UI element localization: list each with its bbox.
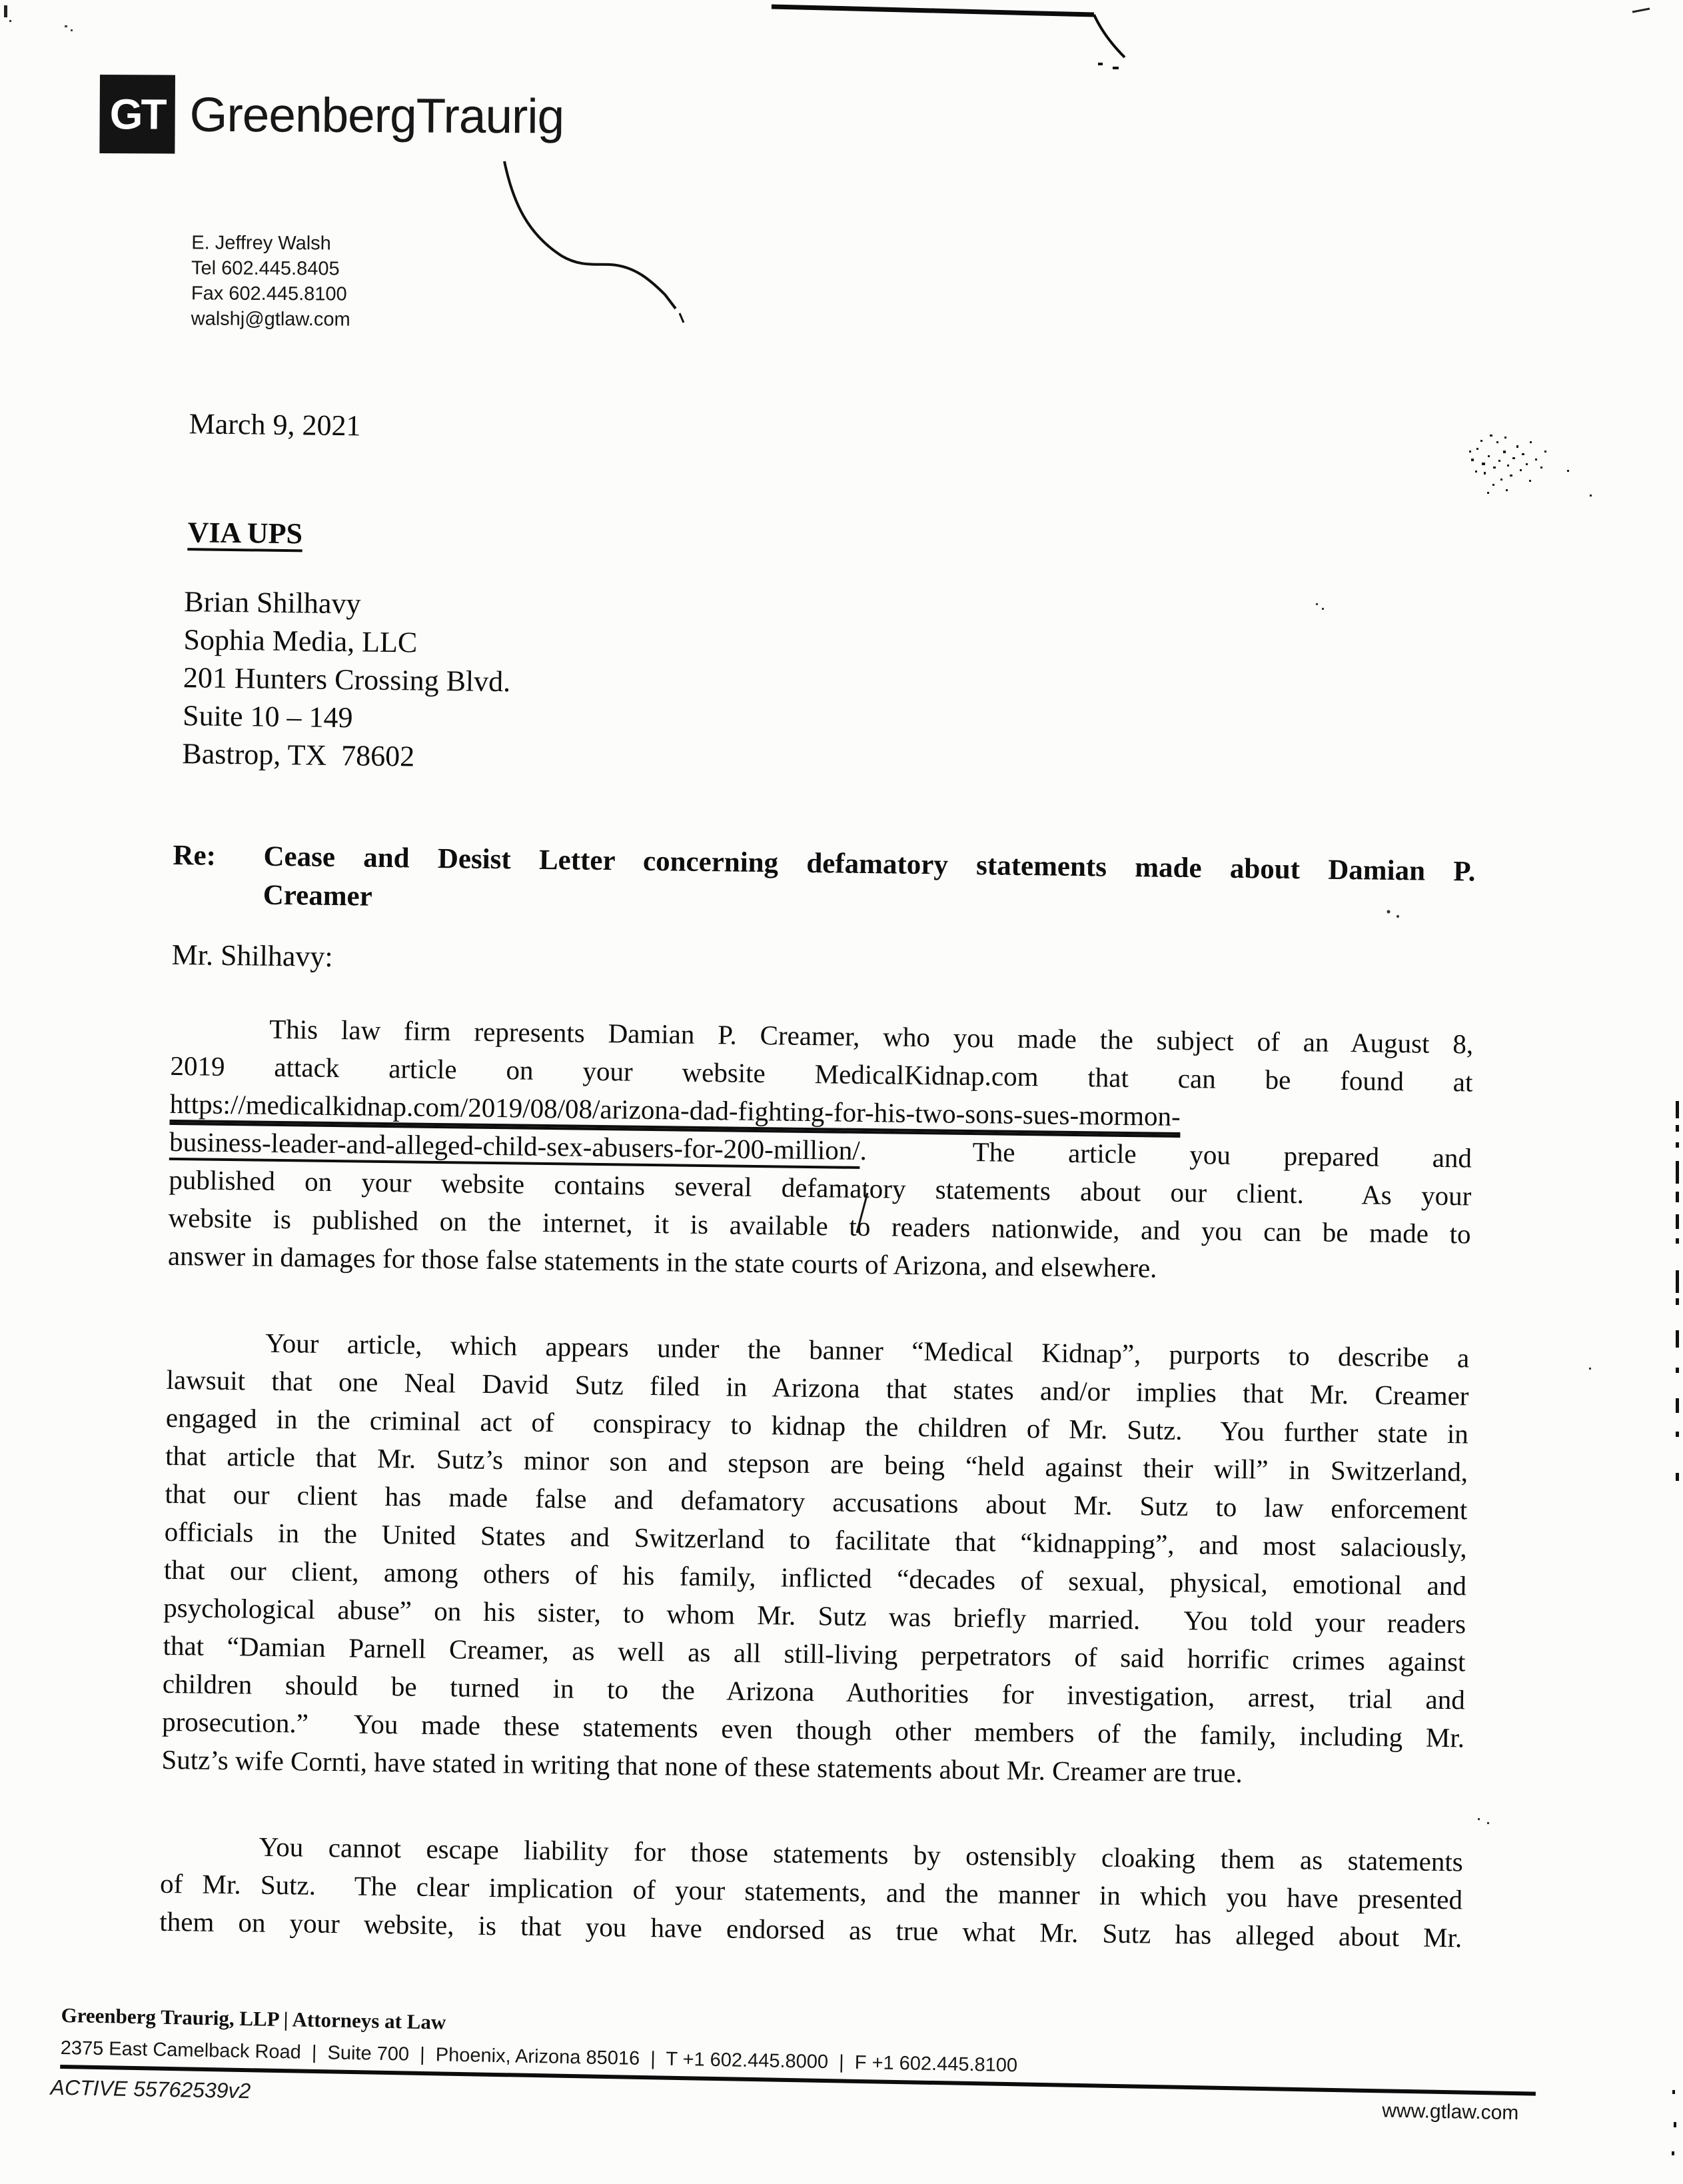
re-label: Re: (173, 839, 217, 872)
recipient-line: Bastrop, TX 78602 (182, 737, 415, 773)
re-subject-line: Cease and Desist Letter concerning defamatory statements made about Damian P. (263, 840, 1476, 888)
body-text: You cannot escape liability for those statements by ostensibly cloaking them as statements (259, 1831, 1464, 1877)
body-text: them on your website, is that you have endorsed as true what Mr. Sutz has alleged about Mr. (159, 1905, 1462, 1953)
scan-line-artifact (1094, 15, 1125, 57)
gt-monogram-text: GT (109, 90, 165, 139)
document-number: ACTIVE 55762539v2 (50, 2075, 251, 2103)
letterhead-logo (99, 75, 564, 156)
body-text: of Mr. Sutz. The clear implication of your statements, and the manner in which you have presented (159, 1867, 1463, 1915)
attorney-email: walshj@gtlaw.com (191, 308, 350, 331)
attorney-tel: Tel 602.445.8405 (191, 257, 340, 280)
body-text: This law firm represents Damian P. Creamer, who you made the subject of an August 8, (269, 1013, 1474, 1060)
body-paragraph (168, 1009, 1474, 1292)
footer (50, 2003, 1613, 2129)
re-subject-line: Creamer (263, 879, 373, 912)
recipient-line: Brian Shilhavy (184, 585, 361, 620)
re-block (172, 836, 1475, 930)
recipient-block (182, 582, 1478, 788)
body-text: children should be turned in to the Arizona Authorities for investigation, arrest, trial and (162, 1667, 1466, 1715)
body-text: that article that Mr. Sutz’s minor son and stepson are being “held against their will” in Switzerland, (165, 1440, 1468, 1488)
body-text: website is published on the internet, it is available to readers nationwide, and you can be made to (168, 1202, 1471, 1250)
body-text: Sutz’s wife Cornti, have stated in writing that none of these statements about Mr. Creamer are true. (161, 1743, 1243, 1789)
speckle-cluster (1469, 435, 1592, 497)
body-text: . The article you prepared and (859, 1134, 1472, 1174)
body-text: Your article, which appears under the banner “Medical Kidnap”, purports to describe a (265, 1327, 1470, 1374)
letter-date: March 9, 2021 (189, 407, 361, 443)
body-text: lawsuit that one Neal David Sutz filed in Arizona that states and/or implies that Mr. Creamer (166, 1364, 1469, 1412)
scan-edge-artifact (1672, 1101, 1679, 2155)
scan-swoosh-artifact (504, 161, 676, 309)
body-text: psychological abuse” on his sister, to whom Mr. Sutz was briefly married. You told your readers (163, 1592, 1466, 1639)
body (159, 1009, 1473, 1957)
recipient-line: Suite 10 – 149 (182, 699, 353, 734)
article-url-text: https://medicalkidnap.com/2019/08/08/arizona-dad-fighting-for-his-two-sons-sues-mormon- (169, 1088, 1181, 1138)
recipient-line: 201 Hunters Crossing Blvd. (183, 661, 511, 698)
re-subject (263, 838, 1475, 930)
recipient-line: Sophia Media, LLC (183, 623, 418, 659)
article-url-text: business-leader-and-alleged-child-sex-abusers-for-200-million/ (169, 1126, 861, 1166)
body-text: that our client has made false and defamatory accusations about Mr. Sutz to law enforcement (165, 1478, 1468, 1526)
body-paragraph (161, 1323, 1469, 1795)
scan-line-artifact (1632, 9, 1650, 12)
footer-firm-name: Greenberg Traurig, LLP | Attorneys at Law (61, 2003, 446, 2034)
attorney-contact-block (191, 230, 351, 332)
body-text: engaged in the criminal act of conspiracy to kidnap the children of Mr. Sutz. You further state in (165, 1402, 1469, 1450)
letter-main (159, 407, 1481, 1957)
attorney-name: E. Jeffrey Walsh (191, 232, 331, 255)
body-text: answer in damages for those false statements in the state courts of Arizona, and elsewhere. (167, 1240, 1157, 1284)
salutation: Mr. Shilhavy: (171, 938, 333, 973)
scan-line-artifact (772, 7, 1094, 15)
body-text: published on your website contains several defamatory statements about our client. As your (169, 1164, 1472, 1212)
body-text: that our client, among others of his family, inflicted “decades of sexual, physical, emotional and (163, 1554, 1467, 1602)
body-text: that “Damian Parnell Creamer, as well as all still-living perpetrators of said horrific crimes against (163, 1630, 1466, 1677)
body-text: prosecution.” You made these statements even though other members of the family, including Mr. (161, 1705, 1465, 1753)
attorney-fax: Fax 602.445.8100 (191, 283, 347, 305)
body-text: 2019 attack article on your website MedicalKidnap.com that can be found at (170, 1050, 1473, 1098)
firm-wordmark: GreenbergTraurig (189, 87, 564, 144)
gt-monogram-icon (99, 75, 175, 154)
body-text: officials in the United States and Switzerland to facilitate that “kidnapping”, and most salaciously, (164, 1516, 1467, 1564)
body-paragraph (159, 1827, 1463, 1957)
delivery-method: VIA UPS (187, 516, 303, 550)
footer-website: www.gtlaw.com (1382, 2099, 1519, 2125)
footer-address-line: 2375 East Camelback Road | Suite 700 | Phoenix, Arizona 85016 | T +1 602.445.8000 | F +1 602.445.8100 (60, 2037, 1018, 2077)
